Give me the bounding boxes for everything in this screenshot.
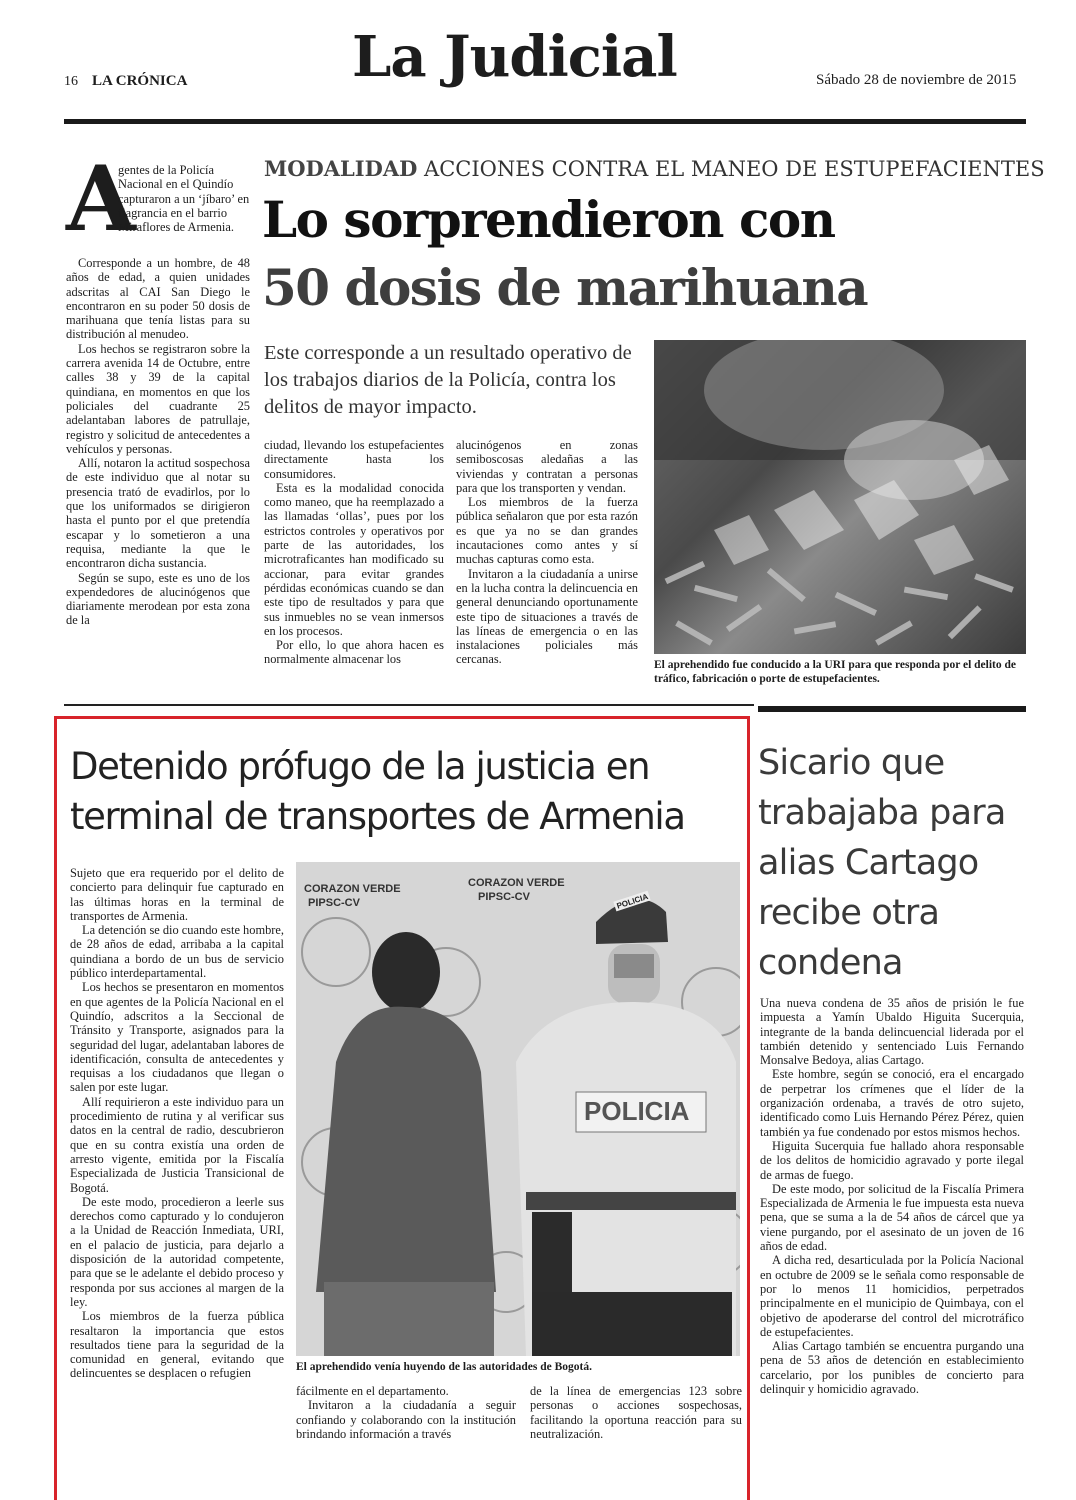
wall-sign-text: PIPSC-CV: [308, 897, 360, 909]
paragraph: Los miembros de la fuerza pública señalaron que por esta razón es que ya no se dan grandes incautaciones como antes y sí muchas capturas como esta.: [456, 495, 638, 567]
article1-kicker: [264, 156, 1045, 181]
paragraph: Invitaron a la ciudadanía a unirse en la lucha contra la delincuencia en general denunciando oportunamente este tipo de situaciones a través de las líneas de emergencia o en las instalaciones policiales más cercanas.: [456, 566, 638, 667]
article1-lead: gentes de la Policía Nacional en el Quindío capturaron a un ‘jíbaro’ en flagrancia en el barrio Miraflores de Armenia.: [118, 163, 250, 235]
article2-col3: [530, 1384, 742, 1441]
vest-text: POLICIA: [584, 1096, 690, 1126]
cap-text: POLICIA: [615, 892, 650, 911]
drugs-photo-caption: El aprehendido fue conducido a la URI para que responda por el delito de tráfico, fabricación o porte de estupefacientes.: [654, 659, 1016, 685]
separator-rule: [758, 706, 1026, 712]
paragraph: ciudad, llevando los estupefacientes directamente hasta los consumidores.: [264, 438, 444, 481]
paragraph: De este modo, por solicitud de la Fiscalía Primera Especializada de Armenia le fue impuesta esta nueva pena, que se suma a la de 54 años de cárcel que ya viene purgando, por el asesinato de un joven de 16 años de edad.: [760, 1181, 1024, 1254]
arrest-photo: [296, 862, 740, 1356]
headline-line: terminal de transportes de Armenia: [70, 795, 685, 838]
article3-headline: [758, 738, 1026, 988]
paper-name: LA CRÓNICA: [92, 73, 188, 89]
issue-date: Sábado 28 de noviembre de 2015: [816, 72, 1017, 88]
article1-col3: [456, 438, 638, 667]
article1-deck: Este corresponde a un resultado operativo de los trabajos diarios de la Policía, contra los delitos de mayor impacto.: [264, 342, 632, 418]
paragraph: Corresponde a un hombre, de 48 años de edad, a quien unidades adscritas al CAI San Diego le encontraron en su poder 50 dosis de marihuana que tenía listas para su distribución al menudeo.: [66, 256, 250, 342]
headline-line: Lo sorprendieron con: [262, 190, 835, 249]
drop-cap: A: [66, 146, 136, 252]
paragraph: de la línea de emergencias 123 sobre personas o acciones sospechosas, facilitando la oportuna reacción para su neutralización.: [530, 1384, 742, 1441]
paragraph: Higuita Sucerquia fue hallado ahora responsable de los delitos de homicidio agravado y porte ilegal de armas de fuego.: [760, 1138, 1024, 1182]
wall-sign-text: CORAZON VERDE: [468, 877, 565, 889]
paragraph: Esta es la modalidad conocida como maneo, que ha reemplazado a las llamadas ‘ollas’, pues por los estrictos controles y operativos por parte de las autoridades, los microtraficantes han modificado su accionar, para evitar grandes pérdidas económicas cuando se dan este tipo de resultados y para que sus inmuebles no se vean inmersos en los procesos.: [264, 480, 444, 638]
article2-col1: [70, 866, 284, 1381]
kicker-text: ACCIONES CONTRA EL MANEO DE ESTUPEFACIENTES: [424, 157, 1045, 181]
paragraph: Según se supo, este es uno de los expendedores de alucinógenos que diariamente merodean por esta zona de la: [66, 570, 250, 628]
paragraph: Invitaron a la ciudadanía a seguir confiando y colaborando con la institución brindando información a través: [296, 1398, 516, 1441]
headline-line: trabajaba para: [758, 793, 1006, 833]
headline-line: recibe otra: [758, 893, 940, 933]
drugs-photo: [654, 340, 1026, 654]
paragraph: Por ello, lo que ahora hacen es normalmente almacenar los: [264, 638, 444, 667]
arrest-photo-caption: El aprehendido venía huyendo de las autoridades de Bogotá.: [296, 1361, 592, 1373]
header-rule: [64, 119, 1026, 124]
paragraph: alucinógenos en zonas semiboscosas aledañas a las viviendas y contratan a personas para que los transporten y vendan.: [456, 438, 638, 495]
paragraph: Una nueva condena de 35 años de prisión le fue impuesta a Yamín Ubaldo Higuita Sucerquia, integrante de la banda delincuencial liderada por el también detenido y sentenciado Luis Fernando Monsalve Bedoya, alias Cartago.: [760, 996, 1024, 1068]
headline-line: Sicario que: [758, 743, 945, 783]
article1-headline: [262, 186, 867, 322]
article1-col2: [264, 438, 444, 667]
paragraph: La detención se dio cuando este hombre, de 28 años de edad, arribaba a la capital quindiana a bordo de un bus de servicio público interdepartamental.: [70, 923, 284, 981]
headline-line: condena: [758, 943, 903, 983]
paragraph: Este hombre, según se conoció, era el encargado de perpetrar los crímenes que el líder de la organización ordenaba, a través de otro sujeto, identificado como Luis Hernando Pérez Pérez, quien también ya fue condenado por estos mismos hechos.: [760, 1067, 1024, 1139]
article2-headline: [70, 742, 685, 842]
separator-rule: [64, 704, 754, 706]
paragraph: Los hechos se registraron sobre la carrera avenida 14 de Octubre, entre calles 38 y 39 de la capital quindiana, en momentos en que los policiales del cuadrante 25 adelantaban labores de patrullaje, registro y solicitud de antecedentes a vehículos y personas.: [66, 341, 250, 456]
page-number: 16: [64, 74, 78, 89]
paragraph: Los hechos se presentaron en momentos en que agentes de la Policía Nacional en el Quindío, adscritos a la Seccional de Tránsito y Transporte, asignados para la seguridad del lugar, adelantaban labores de identificación, consulta de antecedentes y requisas a los ciudadanos que llegan o salen por este lugar.: [70, 980, 284, 1095]
section-title: La Judicial: [352, 24, 677, 90]
article3-body: [760, 996, 1024, 1396]
paragraph: De este modo, procedieron a leerle sus derechos como capturado y lo condujeron a la Unidad de Reacción Inmediata, URI, en el palacio de justicia, para dejarlo a disposición de la autoridad competente, para que se le adelante el debido proceso y responda por sus acciones al margen de la ley.: [70, 1194, 284, 1309]
paragraph: fácilmente en el departamento.: [296, 1384, 449, 1398]
headline-line: alias Cartago: [758, 843, 979, 883]
paragraph: Alias Cartago también se encuentra purgando una pena de 53 años de detención en establecimiento carcelario, por los punibles de concierto para delinquir y homicidio agravado.: [760, 1339, 1024, 1397]
paragraph: Allí requirieron a este individuo para un procedimiento de rutina y al verificar sus datos en la central de radio, descubrieron que en su contra existía una orden de arresto vigente, emitida por la Fiscalía Especializada de Justicia Transicional de Bogotá.: [70, 1094, 284, 1195]
wall-sign-text: PIPSC-CV: [478, 891, 530, 903]
article1-col1: [66, 256, 250, 628]
kicker-label: MODALIDAD: [264, 156, 418, 181]
drugs-photo-illustration: [654, 340, 1026, 654]
arrest-photo-illustration: [296, 862, 740, 1356]
headline-line: 50 dosis de marihuana: [262, 258, 868, 317]
wall-sign-text: CORAZON VERDE: [304, 883, 401, 895]
paragraph: Sujeto que era requerido por el delito de concierto para delinquir fue capturado en las últimas horas en la terminal de transportes de Armenia.: [70, 866, 284, 923]
paragraph: A dicha red, desarticulada por la Policía Nacional en octubre de 2009 se le señala como responsable de por lo menos 11 homicidios, perpetrados principalmente en el municipio de Quimbaya, con el objetivo de apoderarse del control del microtráfico de estupefacientes.: [760, 1253, 1024, 1339]
paragraph: Allí, notaron la actitud sospechosa de este individuo que al notar su presencia trató de evadirlos, por lo que los uniformados se dirigieron hasta el punto por el que pretendía escapar y lo sometieron a una requisa, mediante la que le encontraron dicha sustancia.: [66, 456, 250, 571]
paragraph: Los miembros de la fuerza pública resaltaron la importancia que estos resultados tiene para la seguridad de la comunidad en general, evitando que delincuentes se desplacen o refugien: [70, 1309, 284, 1381]
article2-col2: [296, 1384, 516, 1441]
headline-line: Detenido prófugo de la justicia en: [70, 745, 650, 788]
